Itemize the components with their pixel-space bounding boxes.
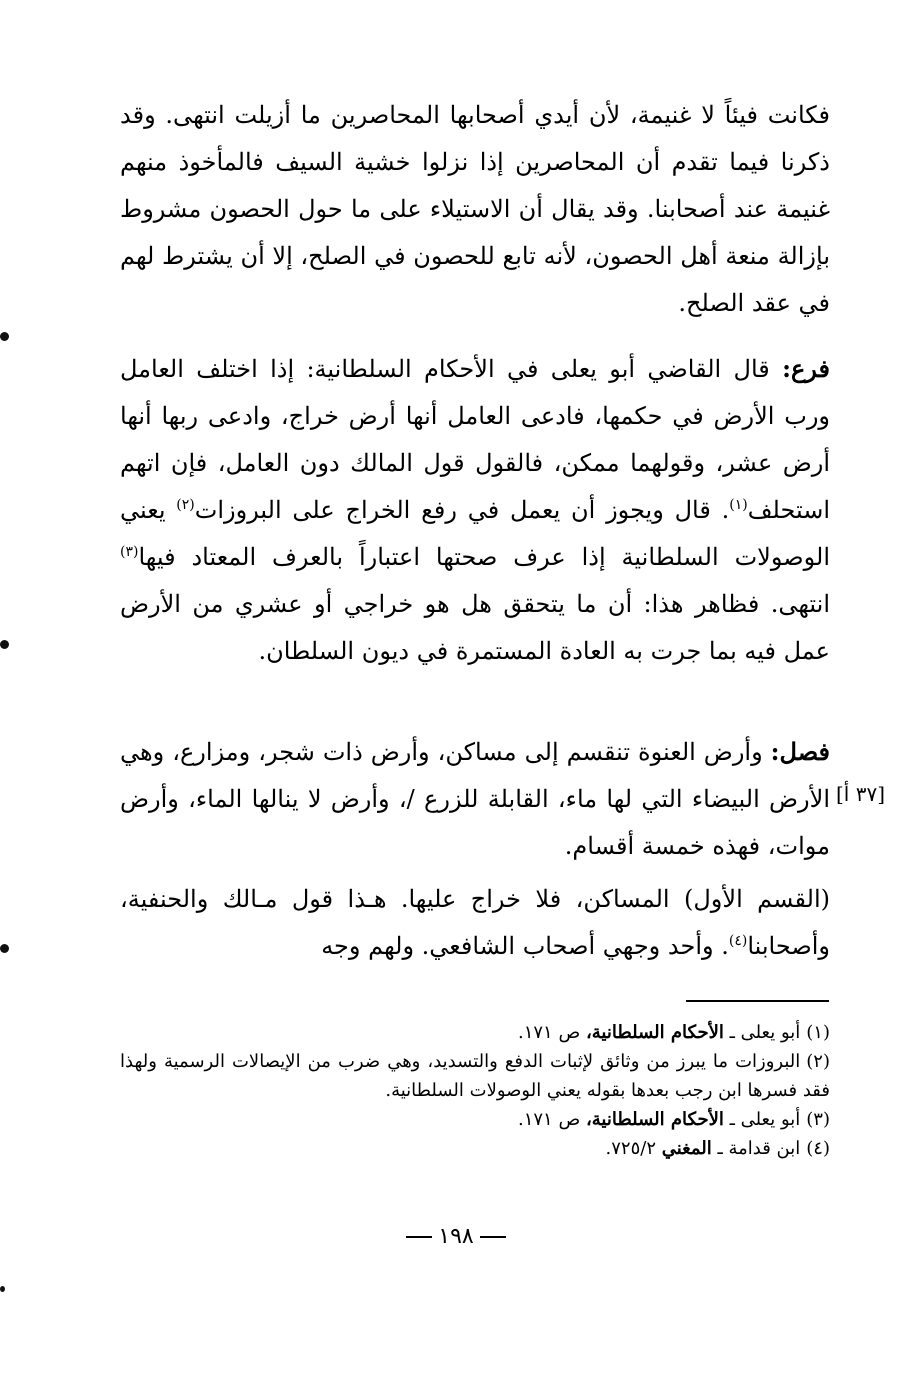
page-number-value: ١٩٨ [438,1224,474,1249]
section-lead-fasl: فصل: [770,737,830,766]
page-number [0,1224,912,1249]
footnotes [120,1018,830,1163]
footnote-separator [686,1000,829,1002]
paragraph-4 [120,876,830,970]
footnote-4-number: (٤) [806,1138,830,1159]
footnote-1-page: ص ١٧١. [517,1022,586,1043]
footnote-4-page: ٧٢٥/٢. [605,1138,662,1159]
footnote-ref-2: (٢) [176,497,195,513]
paragraph-1-text: فكانت فيئاً لا غنيمة، لأن أيدي أصحابها المحاصرين ما أزيلت انتهى. وقد ذكرنا فيما تقدم أن المحاصرين إذا نزلوا خشية السيف فالمأخوذ منهم غنيمة عند أصحابنا. وقد يقال أن الاستيلاء على ما حول الحصون مشروط بإزالة منعة أهل الحصون، لأنه تابع للحصون في الصلح، إلا أن يشترط لهم في عقد الصلح. [120,101,831,317]
paragraph-2-text-1: قال القاضي أبو يعلى في الأحكام السلطانية: إذا اختلف العامل ورب الأرض في حكمها، فادعى العامل أنها أرض خراج، وادعى ربها أنها أرض عشر، وقولهما ممكن، فالقول قول المالك دون العامل، فإن اتهم استحلف [120,355,831,524]
paragraph-2-text-2: . قال ويجوز أن يعمل في رفع الخراج على البروزات [194,496,730,524]
footnote-3-book: الأحكام السلطانية، [585,1109,724,1130]
footnote-4 [120,1134,830,1163]
footnote-3-number: (٣) [806,1109,830,1130]
paragraph-4-text-1: (القسم الأول) المساكن، فلا خراج عليها. هـذا قول مـالك والحنفية، وأصحابنا [120,885,830,960]
footnote-ref-4: (٤) [728,933,748,949]
footnote-4-book: المغني [661,1138,712,1159]
footnote-1 [120,1018,830,1047]
footnote-ref-3: (٣) [120,544,139,560]
paragraph-1 [120,92,830,327]
paragraph-2-text-3: يعني الوصولات السلطانية إذا عرف صحتها اعتباراً بالعرف المعتاد فيها [120,496,830,571]
section-lead-far: فرع: [782,354,830,383]
scan-edge-mark [0,944,9,953]
scan-edge-mark [0,640,9,649]
footnote-3 [120,1105,830,1134]
footnote-1-author: أبو يعلى ـ [729,1022,801,1043]
scan-edge-mark [0,1286,5,1292]
paragraph-3-text: وأرض العنوة تنقسم إلى مساكن، وأرض ذات شجر، ومزارع، وهي الأرض البيضاء التي لها ماء، القابلة للزرع /، وأرض لا ينالها الماء، وأرض موات، فهذه خمسة أقسام. [120,738,830,860]
paragraph-2-text-4: انتهى. فظاهر هذا: أن ما يتحقق هل هو خراجي أو عشري من الأرض عمل فيه بما جرت به العادة المستمرة في ديون السلطان. [120,590,830,665]
page-number-dash-right [480,1236,506,1238]
footnote-3-page: ص ١٧١. [517,1109,586,1130]
footnote-2-text: البروزات ما يبرز من وثائق لإثبات الدفع والتسديد، وهي ضرب من الإيصالات الرسمية ولهذا فقد فسرها ابن رجب بعدها بقوله يعني الوصولات السلطانية. [120,1051,830,1101]
paragraph-2 [120,345,830,675]
scan-edge-mark [0,332,9,341]
manuscript-folio-note: [٣٧ أ] [836,782,886,806]
page-number-dash-left [406,1236,432,1238]
footnote-2-number: (٢) [806,1051,830,1072]
paragraph-3 [120,728,830,870]
footnote-ref-1: (١) [729,497,748,513]
footnote-2 [120,1047,830,1105]
paragraph-4-text-2: . وأحد وجهي أصحاب الشافعي. ولهم وجه [321,932,729,960]
footnote-3-author: أبو يعلى ـ [729,1109,801,1130]
footnote-4-author: ابن قدامة ـ [717,1138,801,1159]
footnote-1-book: الأحكام السلطانية، [585,1022,724,1043]
footnote-1-number: (١) [806,1022,830,1043]
